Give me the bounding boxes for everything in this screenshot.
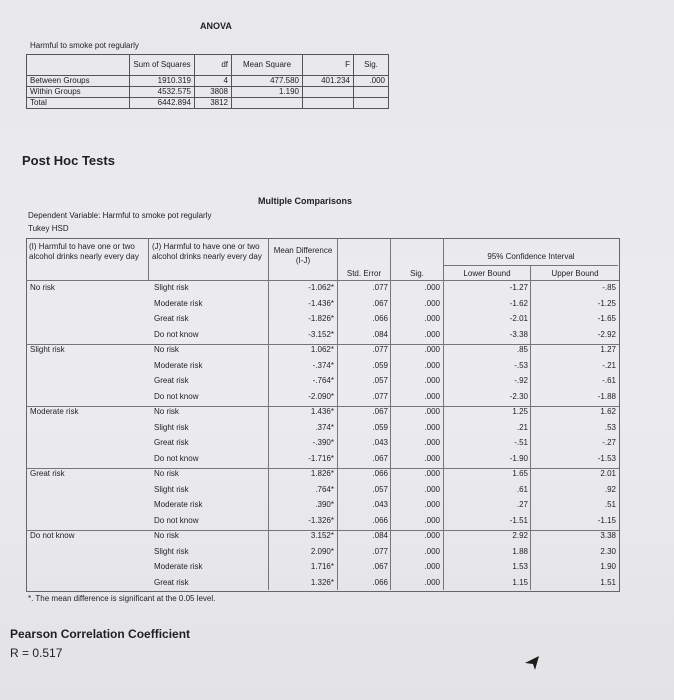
table-row xyxy=(28,578,618,588)
col-divider xyxy=(148,238,149,280)
comparison-label: Slight risk xyxy=(154,484,189,494)
sig-cell: .000 xyxy=(424,562,440,571)
comparison-label: Moderate risk xyxy=(154,360,203,370)
table-row xyxy=(28,500,618,510)
table-row xyxy=(28,299,618,309)
anova-row-label: Between Groups xyxy=(27,76,130,87)
anova-cell-f: 401.234 xyxy=(303,76,354,87)
lower-bound-cell: .21 xyxy=(516,422,528,432)
table-row xyxy=(28,345,618,355)
sig-cell: .000 xyxy=(424,314,440,323)
mouse-cursor-icon xyxy=(523,654,541,672)
table-row xyxy=(28,562,618,572)
group-label: Great risk xyxy=(30,469,65,478)
std-error-cell: .066 xyxy=(372,314,388,323)
upper-bound-cell: 1.27 xyxy=(600,345,616,354)
mean-difference-cell: -1.436* xyxy=(308,298,334,308)
mean-difference-cell: -1.062* xyxy=(308,283,334,292)
multiple-comparisons-title: Multiple Comparisons xyxy=(258,196,353,206)
comparison-label: Do not know xyxy=(154,391,199,401)
comparison-label: Slight risk xyxy=(154,283,189,292)
sig-cell: .000 xyxy=(424,453,440,463)
table-row xyxy=(28,392,618,402)
header-mean-difference: Mean Difference (I-J) xyxy=(273,246,333,265)
pearson-heading: Pearson Correlation Coefficient xyxy=(10,627,191,641)
upper-bound-cell: 2.01 xyxy=(600,469,616,478)
std-error-cell: .059 xyxy=(372,360,388,370)
std-error-cell: .077 xyxy=(372,345,388,354)
mean-difference-cell: .764* xyxy=(315,484,334,494)
lower-bound-cell: -.92 xyxy=(514,376,528,385)
upper-bound-cell: 3.38 xyxy=(600,531,616,540)
mean-difference-cell: -3.152* xyxy=(308,329,334,339)
table-row xyxy=(28,454,618,464)
table-row xyxy=(28,531,618,541)
std-error-cell: .066 xyxy=(372,515,388,525)
lower-bound-cell: .61 xyxy=(516,484,528,494)
lower-bound-cell: -2.30 xyxy=(509,391,528,401)
lower-bound-cell: 1.25 xyxy=(512,407,528,416)
lower-bound-cell: 1.65 xyxy=(512,469,528,478)
header-confidence-interval: 95% Confidence Interval xyxy=(487,252,575,261)
header-lower-bound: Lower Bound xyxy=(463,269,511,278)
anova-title: ANOVA xyxy=(200,21,232,31)
sig-cell: .000 xyxy=(424,500,440,509)
mean-difference-cell: -1.826* xyxy=(308,314,334,323)
anova-cell-ms: 477.580 xyxy=(232,76,303,87)
upper-bound-cell: -1.15 xyxy=(597,515,616,525)
std-error-cell: .067 xyxy=(372,407,388,416)
table-row xyxy=(28,330,618,340)
anova-header-df: df xyxy=(195,55,232,76)
sig-cell: .000 xyxy=(424,360,440,370)
lower-bound-cell: 2.92 xyxy=(512,531,528,540)
std-error-cell: .077 xyxy=(372,546,388,556)
anova-cell-sig xyxy=(354,98,389,109)
lower-bound-cell: -3.38 xyxy=(509,329,528,339)
comparison-label: Moderate risk xyxy=(154,500,203,509)
group-label: Slight risk xyxy=(30,345,65,354)
mean-difference-cell: -.374* xyxy=(312,360,334,370)
mean-difference-cell: 1.062* xyxy=(310,345,334,354)
upper-bound-cell: -1.88 xyxy=(597,391,616,401)
mean-difference-cell: 1.326* xyxy=(310,577,334,587)
sig-cell: .000 xyxy=(424,484,440,494)
lower-bound-cell: -.53 xyxy=(514,360,528,370)
table-row xyxy=(28,314,618,324)
anova-header-f: F xyxy=(303,55,354,76)
comparison-label: Great risk xyxy=(154,577,189,587)
mean-difference-cell: 1.436* xyxy=(310,407,334,416)
anova-table xyxy=(26,54,389,109)
anova-cell-ms xyxy=(232,98,303,109)
lower-bound-cell: -1.27 xyxy=(509,283,528,292)
comparison-label: Great risk xyxy=(154,314,189,323)
std-error-cell: .043 xyxy=(372,438,388,447)
table-row xyxy=(28,485,618,495)
lower-bound-cell: -.51 xyxy=(514,438,528,447)
std-error-cell: .066 xyxy=(372,577,388,587)
table-row xyxy=(28,407,618,417)
group-label: No risk xyxy=(30,283,55,292)
comparison-label: No risk xyxy=(154,345,179,354)
table-row xyxy=(28,283,618,293)
comparison-label: No risk xyxy=(154,469,179,478)
sig-cell: .000 xyxy=(424,438,440,447)
upper-bound-cell: -1.65 xyxy=(597,314,616,323)
lower-bound-cell: .85 xyxy=(516,345,528,354)
comparison-label: Great risk xyxy=(154,438,189,447)
lower-bound-cell: -2.01 xyxy=(509,314,528,323)
sig-cell: .000 xyxy=(424,345,440,354)
header-std-error: Std. Error xyxy=(346,269,382,278)
std-error-cell: .067 xyxy=(372,453,388,463)
upper-bound-cell: 1.62 xyxy=(600,407,616,416)
mean-difference-cell: -1.326* xyxy=(308,515,334,525)
anova-cell-ms: 1.190 xyxy=(232,87,303,98)
table-row xyxy=(28,376,618,386)
comparison-label: No risk xyxy=(154,407,179,416)
upper-bound-cell: 1.90 xyxy=(600,562,616,571)
mc-test-name: Tukey HSD xyxy=(28,224,69,233)
table-row xyxy=(28,438,618,448)
anova-cell-f xyxy=(303,98,354,109)
sig-cell: .000 xyxy=(424,422,440,432)
header-upper-bound: Upper Bound xyxy=(551,269,599,278)
mc-dependent-line: Dependent Variable: Harmful to smoke pot regularly xyxy=(28,211,212,220)
lower-bound-cell: 1.53 xyxy=(512,562,528,571)
mean-difference-cell: 1.826* xyxy=(310,469,334,478)
sig-cell: .000 xyxy=(424,283,440,292)
anova-dependent-label: Harmful to smoke pot regularly xyxy=(30,41,139,50)
sig-cell: .000 xyxy=(424,515,440,525)
post-hoc-heading: Post Hoc Tests xyxy=(22,153,115,168)
mean-difference-cell: 3.152* xyxy=(310,531,334,540)
std-error-cell: .057 xyxy=(372,376,388,385)
upper-bound-cell: 1.51 xyxy=(600,577,616,587)
upper-bound-cell: -2.92 xyxy=(597,329,616,339)
sig-cell: .000 xyxy=(424,531,440,540)
mean-difference-cell: -2.090* xyxy=(308,391,334,401)
table-row xyxy=(28,547,618,557)
comparison-label: No risk xyxy=(154,531,179,540)
sig-cell: .000 xyxy=(424,329,440,339)
anova-cell-df: 3812 xyxy=(195,98,232,109)
comparison-label: Do not know xyxy=(154,515,199,525)
header-divider xyxy=(26,280,619,281)
comparison-label: Moderate risk xyxy=(154,298,203,308)
std-error-cell: .067 xyxy=(372,562,388,571)
anova-cell-df: 4 xyxy=(195,76,232,87)
comparison-label: Moderate risk xyxy=(154,562,203,571)
anova-cell-sig xyxy=(354,87,389,98)
anova-cell-ss: 6442.894 xyxy=(130,98,195,109)
lower-bound-cell: -1.51 xyxy=(509,515,528,525)
std-error-cell: .057 xyxy=(372,484,388,494)
std-error-cell: .059 xyxy=(372,422,388,432)
mean-difference-cell: -.390* xyxy=(312,438,334,447)
anova-header-blank xyxy=(27,55,130,76)
lower-bound-cell: .27 xyxy=(516,500,528,509)
mean-difference-cell: 1.716* xyxy=(310,562,334,571)
comparison-label: Do not know xyxy=(154,329,199,339)
pearson-value: R = 0.517 xyxy=(10,646,63,660)
mean-difference-cell: -1.716* xyxy=(308,453,334,463)
upper-bound-cell: .92 xyxy=(604,484,616,494)
table-row xyxy=(28,516,618,526)
sig-cell: .000 xyxy=(424,469,440,478)
mean-difference-cell: .374* xyxy=(315,422,334,432)
upper-bound-cell: -.85 xyxy=(602,283,616,292)
mean-difference-cell: -.764* xyxy=(312,376,334,385)
std-error-cell: .084 xyxy=(372,531,388,540)
std-error-cell: .067 xyxy=(372,298,388,308)
upper-bound-cell: .53 xyxy=(604,422,616,432)
anova-header-ss: Sum of Squares xyxy=(130,55,195,76)
mean-difference-cell: 2.090* xyxy=(310,546,334,556)
upper-bound-cell: -1.25 xyxy=(597,298,616,308)
sig-cell: .000 xyxy=(424,407,440,416)
std-error-cell: .084 xyxy=(372,329,388,339)
header-sig: Sig. xyxy=(410,269,424,278)
mean-difference-cell: .390* xyxy=(315,500,334,509)
upper-bound-cell: -.61 xyxy=(602,376,616,385)
table-row xyxy=(28,361,618,371)
std-error-cell: .077 xyxy=(372,391,388,401)
anova-cell-f xyxy=(303,87,354,98)
comparison-label: Slight risk xyxy=(154,546,189,556)
anova-cell-ss: 4532.575 xyxy=(130,87,195,98)
std-error-cell: .066 xyxy=(372,469,388,478)
lower-bound-cell: 1.15 xyxy=(512,577,528,587)
anova-header-sig: Sig. xyxy=(354,55,389,76)
lower-bound-cell: -1.90 xyxy=(509,453,528,463)
sig-cell: .000 xyxy=(424,298,440,308)
group-label: Do not know xyxy=(30,531,75,540)
anova-cell-sig: .000 xyxy=(354,76,389,87)
anova-cell-ss: 1910.319 xyxy=(130,76,195,87)
lower-bound-cell: -1.62 xyxy=(509,298,528,308)
anova-row-label: Total xyxy=(27,98,130,109)
comparison-label: Slight risk xyxy=(154,422,189,432)
sig-cell: .000 xyxy=(424,546,440,556)
sig-cell: .000 xyxy=(424,577,440,587)
anova-row-label: Within Groups xyxy=(27,87,130,98)
sig-cell: .000 xyxy=(424,391,440,401)
upper-bound-cell: -.21 xyxy=(602,360,616,370)
table-row xyxy=(28,469,618,479)
upper-bound-cell: -.27 xyxy=(602,438,616,447)
header-j: (J) Harmful to have one or two alcohol drinks nearly every day xyxy=(152,242,262,261)
sig-cell: .000 xyxy=(424,376,440,385)
comparison-label: Great risk xyxy=(154,376,189,385)
mc-footnote: *. The mean difference is significant at the 0.05 level. xyxy=(28,594,216,603)
comparison-label: Do not know xyxy=(154,453,199,463)
group-label: Moderate risk xyxy=(30,407,79,416)
upper-bound-cell: -1.53 xyxy=(597,453,616,463)
upper-bound-cell: 2.30 xyxy=(600,546,616,556)
header-i: (I) Harmful to have one or two alcohol drinks nearly every day xyxy=(29,242,139,261)
upper-bound-cell: .51 xyxy=(604,500,616,509)
std-error-cell: .043 xyxy=(372,500,388,509)
anova-cell-df: 3808 xyxy=(195,87,232,98)
table-row xyxy=(28,423,618,433)
lower-bound-cell: 1.88 xyxy=(512,546,528,556)
std-error-cell: .077 xyxy=(372,283,388,292)
anova-header-ms: Mean Square xyxy=(232,55,303,76)
